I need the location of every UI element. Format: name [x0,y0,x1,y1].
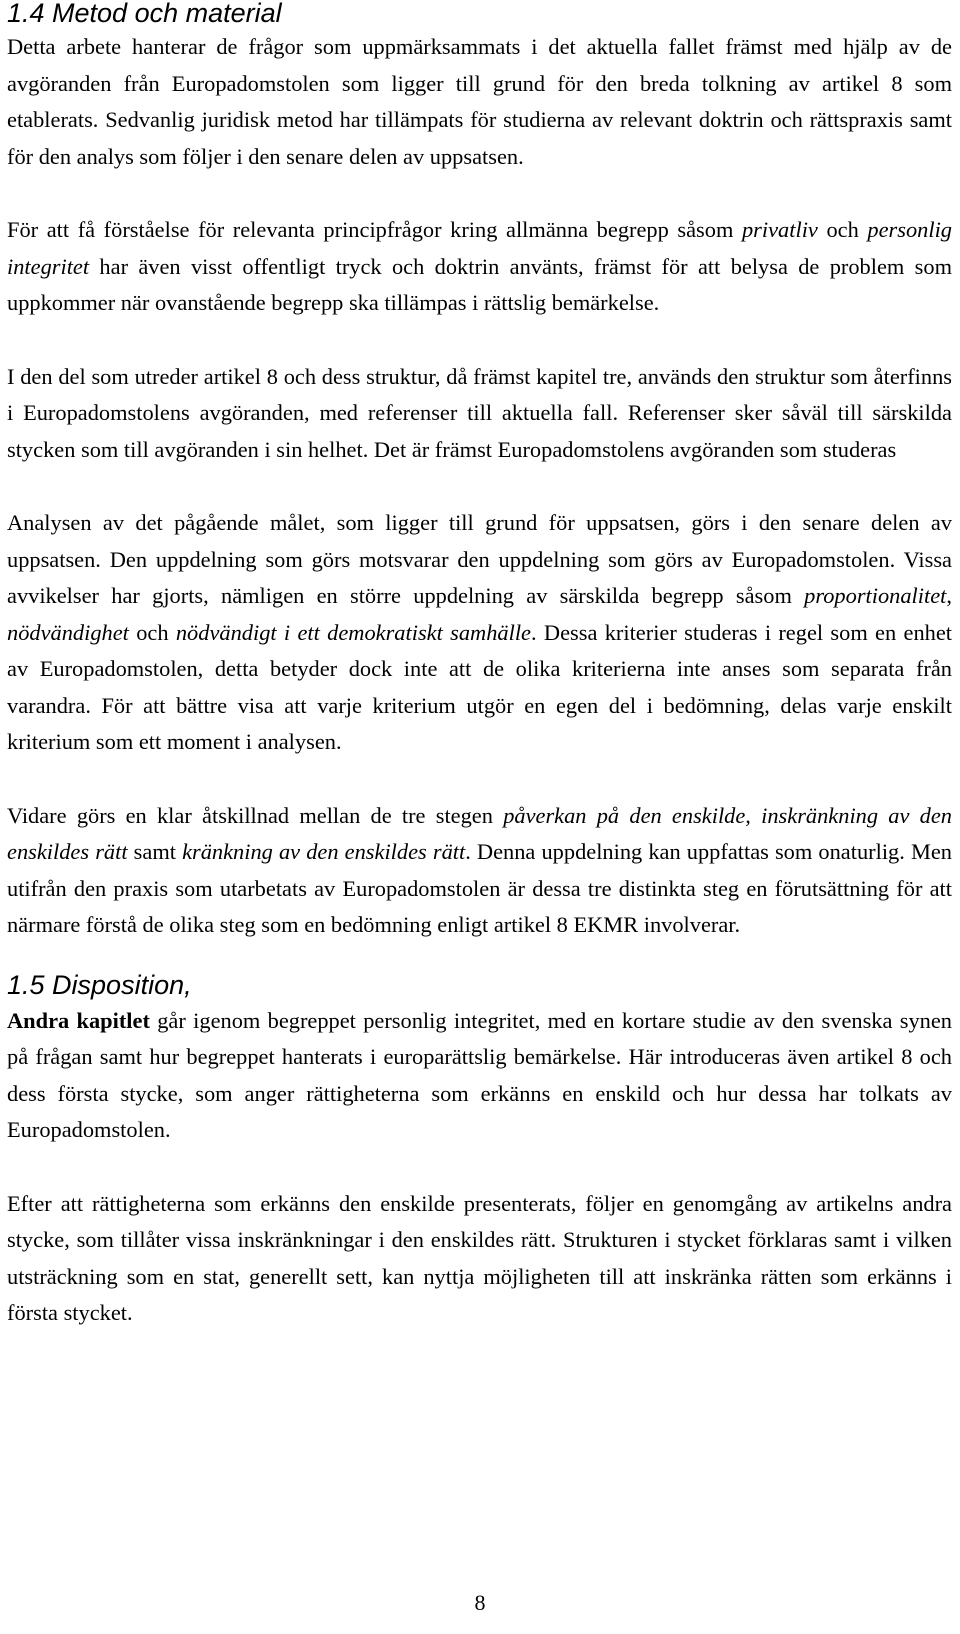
paragraph-andra-stycke: Efter att rättigheterna som erkänns den enskilde presenterats, följer en genomgång av artikelns andra stycke, som tillåter vissa inskränkningar i den enskildes rätt. Strukturen i stycket förklaras samt i vilken utsträckning som en stat, generellt sett, kan nyttja möjligheten till att inskränka rätten som erkänns i första stycket. [7,1190,952,1325]
text-run: , [946,583,952,608]
italic-term: proportionalitet [804,583,947,608]
page-number: 8 [474,1590,486,1615]
italic-term: privatliv [741,217,818,242]
bold-term: Andra kapitlet [7,1007,150,1033]
italic-term: påverkan på den enskilde, inskränkning av den enskildes rätt [7,802,952,864]
italic-term: kränkning av den enskildes rätt [182,839,466,864]
text-run: Vidare görs en klar åtskillnad mellan de tre stegen [7,802,504,828]
paragraph-artikel-8-struktur: I den del som utreder artikel 8 och dess struktur, då främst kapitel tre, används den struktur som återfinns i Europadomstolens avgöranden, med referenser till aktuella fall. Referenser sker såväl till särskilda stycken som till avgöranden i sin helhet. Det är främst Europadomstolens avgöranden som studeras [7,363,952,462]
italic-term: nödvändighet [7,619,129,645]
paragraph-andra-kapitlet [7,1003,952,1149]
document-page [7,0,952,1332]
section-heading-metod: 1.4 Metod och material [7,0,282,28]
text-run: . Denna uppdelning kan uppfattas som onaturlig. Men utifrån den praxis som utarbetats av Europadomstolen är dessa tre distinkta steg en förutsättning för att närmare förstå de olika steg som en bedömning enligt artikel 8 EKMR involverar. [7,839,953,937]
section-heading-disposition: 1.5 Disposition, [7,969,192,1000]
text-run: och [128,619,176,645]
paragraph-tre-stegen [7,798,952,944]
italic-term: personlig integritet [7,217,952,279]
paragraph-principfragor [7,212,952,322]
text-run: . Dessa kriterier studeras i regel som en enhet av Europadomstolen, detta betyder dock inte att de olika kriterierna inte anses som separata från varandra. För att bättre visa att varje kriterium utgör en egen del i bedömning, delas varje enskilt kriterium som ett moment i analysen. [7,619,952,754]
text-run: går igenom begreppet personlig integritet, med en kortare studie av den svenska synen på frågan samt hur begreppet hanterats i europarättslig bemärkelse. Här introduceras även artikel 8 och dess första stycke, som anger rättigheterna som erkänns en enskild och hur dessa har tolkats av Europadomstolen. [7,1007,952,1142]
paragraph-analysen [7,505,952,761]
paragraph-metod-intro: Detta arbete hanterar de frågor som uppmärksammats i det aktuella fallet främst med hjälp av de avgöranden från Europadomstolen som ligger till grund för den breda tolkning av artikel 8 som etablerats. Sedvanlig juridisk metod har tillämpats för studierna av relevant doktrin och rättspraxis samt för den analys som följer i den senare delen av uppsatsen. [7,34,952,169]
text-run: Analysen av det pågående målet, som ligger till grund för uppsatsen, görs i den senare delen av uppsatsen. Den uppdelning som görs motsvarar den uppdelning som görs av Europadomstolen. Vissa avvikelser har gjorts, nämligen en större uppdelning av särskilda begrepp såsom [7,510,952,608]
italic-term: nödvändigt i ett demokratiskt samhälle [175,619,531,645]
text-run: och [817,217,868,242]
text-run: För att få förståelse för relevanta principfrågor kring allmänna begrepp såsom [7,217,742,242]
text-run: har även visst offentligt tryck och doktrin använts, främst för att belysa de problem som uppkommer när ovanstående begrepp ska tillämpas i rättslig bemärkelse. [7,253,952,315]
text-run: samt [127,839,183,864]
